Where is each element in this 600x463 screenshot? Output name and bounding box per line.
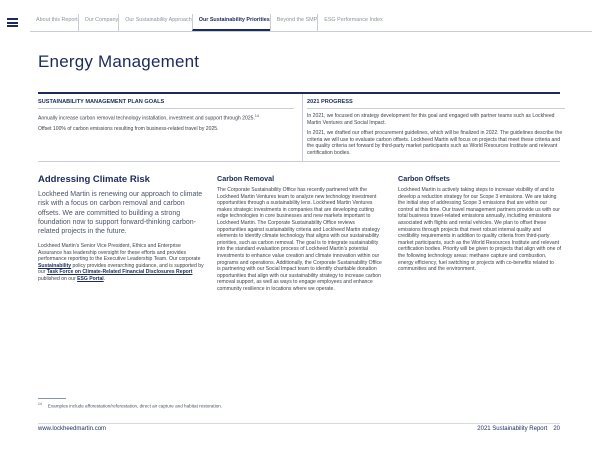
tab-esg-performance-index[interactable]: ESG Performance Index (317, 14, 382, 31)
footnote-divider (38, 398, 66, 399)
tab-sustainability-approach[interactable]: Our Sustainability Approach (118, 14, 192, 31)
climate-body-c: published on our (38, 275, 78, 282)
climate-risk-body (38, 243, 205, 283)
tab-beyond-the-smp[interactable]: Beyond the SMP (270, 14, 317, 31)
progress-2: In 2021, we drafted our offset procurement guidelines, which will be finalized in 2022. The guidelines describe the criteria we will use to evaluate carbon offsets. Lockheed Martin will focus on projects that meet these criteria and the quality criteria set forward by third-party market participants such as World Resources Institute and relevant certification bodies. (307, 130, 563, 156)
page-number: 20 (553, 426, 560, 432)
carbon-removal-body: The Corporate Sustainability Office has recently partnered with the Lockheed Martin Ventures team to analyze new technology investment opportunities through a sustainability lens. Lockheed Martin Ventures makes strategic investments in companies that are developing cutting edge technologies in core businesses and new markets important to Lockheed Martin. The Corporate Sustainability Office reviews opportunities against sustainability criteria and Lockheed Martin strategy elements to identify climate technology that aligns with our sustainability priorities, such as carbon removal. The goal is to integrate sustainability into the standard evaluation process of Lockheed Martin’s potential investments to enhance value creation and climate innovation within our programs and operations. Additionally, the Corporate Sustainability Office is partnering with our Social Impact team to identify charitable donation opportunities that align with our sustainability strategy to increase carbon removal support, as well as ways to engage employees and enhance community resilience in locations where we operate. (217, 187, 382, 292)
progress-column (302, 94, 565, 161)
hamburger-menu-icon[interactable] (7, 18, 18, 27)
goal-1-footnote-ref: 14 (254, 114, 259, 118)
footnote-number: 14 (38, 402, 42, 406)
goals-header: SUSTAINABILITY MANAGEMENT PLAN GOALS (38, 94, 294, 109)
page-title: Energy Management (38, 52, 200, 71)
progress-1: In 2021, we focused on strategy development for this goal and engaged with partner teams such as Lockheed Martin Ventures and Social Impact. (307, 113, 555, 126)
esg-portal-link[interactable]: ESG Portal (77, 275, 104, 282)
carbon-removal-heading: Carbon Removal (217, 174, 275, 183)
footnote-text: Examples include afforestation/reforestation, direct air capture and habitat restoration. (47, 403, 223, 409)
carbon-offsets-body: Lockheed Martin is actively taking steps to increase visibility of and to develop a reduction strategy for our Scope 3 emissions. We are taking the initial step of addressing Scope 3 emissions that are within our control at this time. Our travel management partners provide us with our total business travel-related emissions annually, including emissions associated with flights and rental vehicles. We plan to offset these emissions through projects that meet robust internal quality and credibility requirements in addition to quality criteria from third-party market participants, such as the World Resources Institute and relevant certification bodies. Priority will be given to projects that align with one of the following technology areas: methane capture and combustion, energy efficiency, fuel switching or projects with co-benefits related to communities and the environment. (398, 187, 562, 273)
climate-body-a: Lockheed Martin’s Senior Vice President, Ethics and Enterprise Assurance has leadership oversight for these efforts and provides performance reporting to the Executive Leadership Team. Our corporate (38, 243, 201, 263)
tab-about-this-report[interactable]: About this Report (36, 17, 78, 23)
top-nav (0, 14, 600, 34)
goals-table (38, 92, 563, 162)
climate-risk-lead: Lockheed Martin is renewing our approach to climate risk with a focus on carbon removal and carbon offsets. We are committed to building a strong foundation now to support forward-thinking carbon-related projects in the future. (38, 191, 203, 236)
carbon-offsets-heading: Carbon Offsets (398, 174, 450, 183)
sustainability-policy-link[interactable]: Sustainability (38, 262, 72, 269)
goal-1 (38, 113, 294, 122)
footer-report-info (477, 426, 560, 432)
footnote (38, 402, 222, 409)
footer-url[interactable]: www.lockheedmartin.com (38, 426, 107, 432)
tcfd-report-link[interactable]: Task Force on Climate-Related Financial Disclosures Report (46, 269, 193, 276)
progress-header: 2021 PROGRESS (307, 94, 565, 109)
goals-column (38, 94, 294, 133)
footer-divider (38, 423, 560, 424)
footer-report-name: 2021 Sustainability Report (477, 426, 548, 432)
climate-risk-heading: Addressing Climate Risk (38, 174, 150, 185)
nav-tabs (30, 14, 592, 32)
goal-2: Offset 100% of carbon emissions resulting from business-related travel by 2025. (38, 126, 219, 133)
goal-1-text: Annually increase carbon removal technology installation, investment and support through 2025. (38, 115, 255, 122)
tab-sustainability-priorities[interactable]: Our Sustainability Priorities (192, 14, 270, 31)
tab-our-company[interactable]: Our Company (78, 14, 119, 31)
climate-body-d: . (103, 275, 106, 282)
climate-body-b: policy provides overarching guidance, and is supported by our (38, 262, 204, 276)
